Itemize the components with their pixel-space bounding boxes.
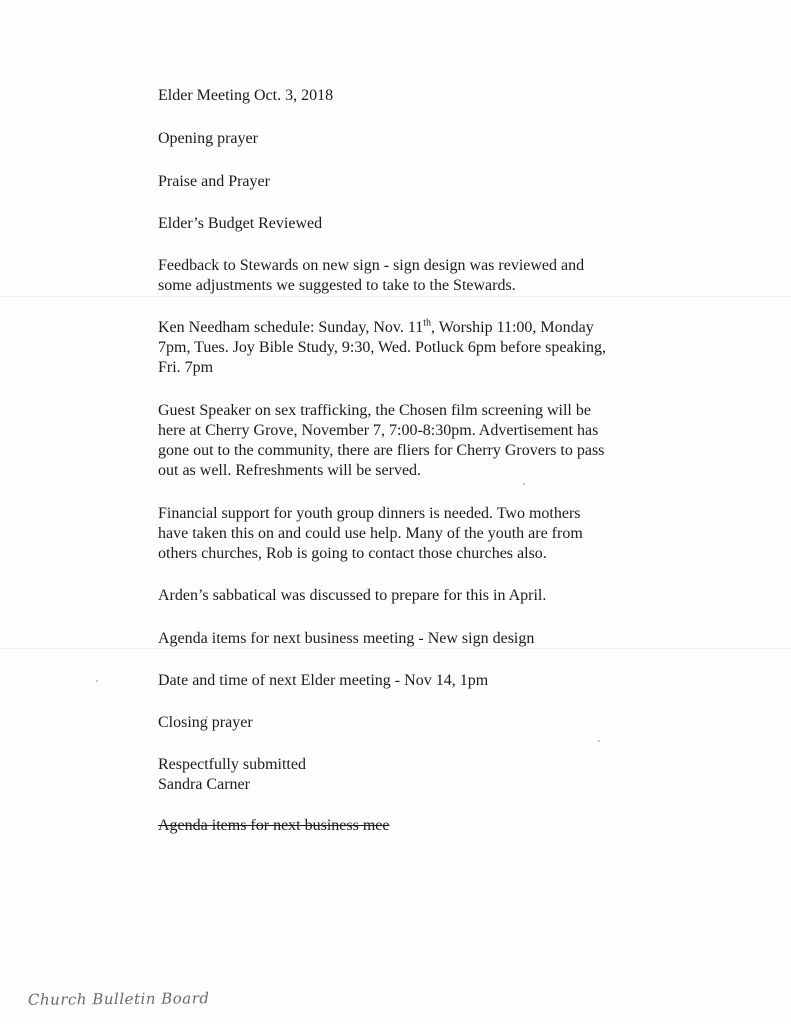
schedule-text: Ken Needham schedule: Sunday, Nov. 11 — [158, 319, 424, 336]
schedule-line — [158, 318, 738, 338]
financial-line: have taken this on and could use help. Many of the youth are from — [158, 525, 583, 542]
guest-line: gone out to the community, there are fliers for Cherry Grovers to pass — [158, 442, 605, 459]
signature-line: Respectfully submitted — [158, 756, 306, 773]
item-praise-prayer: Praise and Prayer — [158, 173, 270, 190]
guest-line: Guest Speaker on sex trafficking, the Chosen film screening will be — [158, 402, 591, 419]
item-sabbatical: Arden’s sabbatical was discussed to prepare for this in April. — [158, 587, 547, 604]
item-feedback — [158, 256, 738, 296]
scan-speck — [96, 680, 98, 682]
document-title: Elder Meeting Oct. 3, 2018 — [158, 87, 334, 104]
signature-name: Sandra Carner — [158, 776, 250, 793]
guest-line: here at Cherry Grove, November 7, 7:00-8:30pm. Advertisement has — [158, 422, 599, 439]
financial-line: Financial support for youth group dinners is needed. Two mothers — [158, 505, 581, 522]
schedule-text: , Worship 11:00, Monday — [431, 319, 594, 336]
feedback-line: some adjustments we suggested to take to the Stewards. — [158, 277, 516, 294]
item-financial-support — [158, 504, 738, 564]
struck-out-text: Agenda items for next business mee — [158, 817, 390, 834]
ordinal-suffix: th — [423, 317, 432, 329]
schedule-line: 7pm, Tues. Joy Bible Study, 9:30, Wed. Potluck 6pm before speaking, — [158, 339, 607, 356]
item-schedule — [158, 318, 738, 378]
financial-line: others churches, Rob is going to contact those churches also. — [158, 545, 547, 562]
signature-block — [158, 755, 738, 795]
item-guest-speaker — [158, 401, 738, 481]
handwritten-note: Church Bulletin Board — [27, 989, 210, 1009]
item-budget: Elder’s Budget Reviewed — [158, 215, 323, 232]
item-agenda: Agenda items for next business meeting - New sign design — [158, 630, 535, 647]
item-next-meeting: Date and time of next Elder meeting - Nov 14, 1pm — [158, 672, 489, 689]
guest-line: out as well. Refreshments will be served. — [158, 462, 422, 479]
item-opening-prayer: Opening prayer — [158, 130, 258, 147]
feedback-line: Feedback to Stewards on new sign - sign design was reviewed and — [158, 257, 585, 274]
meeting-minutes — [158, 86, 738, 836]
item-closing-prayer: Closing prayer — [158, 714, 253, 731]
schedule-line: Fri. 7pm — [158, 359, 214, 376]
